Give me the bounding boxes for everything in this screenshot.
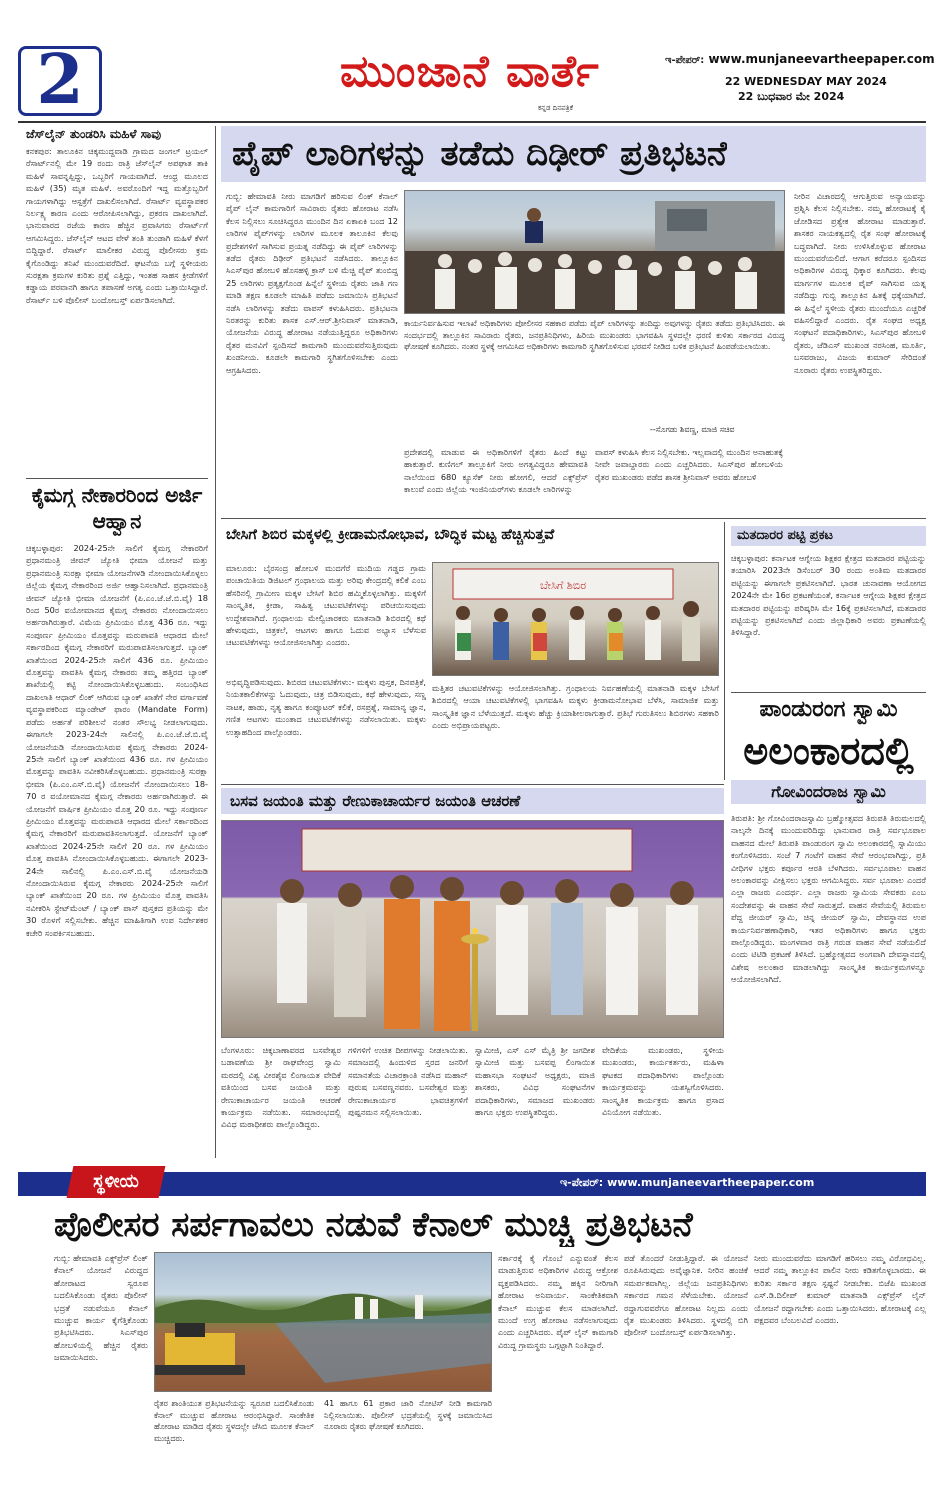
canal-excavator-illustration [155,1253,492,1392]
pandu-headline2: ಅಲಂಕಾರದಲ್ಲಿ [743,729,914,773]
protest-crowd-illustration [405,191,785,314]
basava-col1: ಬೆಂಗಳೂರು: ಚಿಕ್ಕಬಾಣಾವರದ ಬಸವೇಶ್ವರ ಬಡಾವಣೆಯ ಶ್ರೀ ರಾಘವೇಂದ್ರ ಸ್ವಾಮಿ ಮಠದಲ್ಲಿ ವಿಶ್ವ ವೀರಶೈವ ಲಿಂಗಾಯತ ವೇದಿಕೆ ವತಿಯಿಂದ ಬಸವ ಜಯಂತಿ ಮತ್ತು ರೇಣುಕಾಚಾರ್ಯರ ಜಯಂತಿ ಆಚರಣೆ ಕಾರ್ಯಕ್ರಮ ನಡೆಯಿತು. ಸಮಾರಂಭದಲ್ಲಿ ವಿವಿಧ ಮಠಾಧೀಶರು ಪಾಲ್ಗೊಂಡಿದ್ದರು. [221,1045,341,1130]
local-col4: ಸರ್ಕಾರಕ್ಕೆ ಕೈ ಗೊಂಬೆ ಎನ್ನುವಂತೆ ಕೆಲಸ ಮಾಡುತ್ತಿರುವ ಅಧಿಕಾರಿಗಳ ವಿರುದ್ಧ ಆಕ್ರೋಶ ವ್ಯಕ್ತಪಡಿಸಿದರು. ನಮ್ಮ ಹಕ್ಕಿನ ನೀರಿಗಾಗಿ ಹೋರಾಟ ಅನಿವಾರ್ಯ. ಸಾಂಕೇತಿಕವಾಗಿ ಕೆನಾಲ್ ಮುಚ್ಚುವ ಕೆಲಸ ಮಾಡಲಾಗಿದೆ. ಮುಂದೆ ಉಗ್ರ ಹೋರಾಟ ನಡೆಸಲಾಗುವುದು ಎಂದು ಎಚ್ಚರಿಸಿದರು. ಪೈಪ್ ಲೈನ್ ಕಾಮಗಾರಿ ವಿರುದ್ಧ ಗ್ರಾಮಸ್ಥರು ಒಗ್ಗಟ್ಟಾಗಿ ನಿಂತಿದ್ದಾರೆ. [498,1253,618,1350]
pandu-headline1: ಪಾಂಡುರಂಗ ಸ್ವಾಮಿ [759,697,898,722]
main-col2-bottom: ಪ್ರದೇಶದಲ್ಲಿ ಮಾಡುವ ಈ ಅಧಿಕಾರಿಗಳಿಗೆ ರೈತರು ಹಿಂದೆ ಕಟ್ಟು ಹಾಕುತ್ತಾರೆ. ಕುಣಿಗಲ್ ತಾಲ್ಲೂಕಿಗೆ ನೀರು ಅಗತ್ಯವಿದ್ದರೂ ಹೇಮಾವತಿ ನಾಲೆಯಿಂದ 680 ಕ್ಯೂಸೆಕ್ ನೀರು ಹೋಗಲಿ, ಆದರೆ ಎಕ್ಸ್‌ಪ್ರೆಸ್ ಕಾಲುವೆ ಎಂದು ಜಿಲ್ಲೆಯ ಇಂಜಿನಿಯರ್‌ಗಳು ಕೂಡಲೇ ಲಾರಿಗಳನ್ನು [404,447,588,495]
camp-col3: ಮತ್ತಿತರ ಚಟುವಟಿಕೆಗಳನ್ನು ಆಯೋಜಿಸಲಾಗಿತ್ತು. ಗ್ರಂಥಾಲಯ ನಿರ್ವಹಣೆಯಲ್ಲಿ ಮಾತನಾಡಿ ಮಕ್ಕಳ ಬೇಸಿಗೆ ಶಿಬಿರದಲ್ಲಿ ಆಯಾ ಚಟುವಟಿಕೆಗಳಲ್ಲಿ ಭಾಗವಹಿಸಿ ಮಕ್ಕಳು ಕ್ರೀಡಾಮನೋಭಾವ ಬೆಳೆಸಿ, ಸಾಮಾಜಿಕ ಮತ್ತು ಸಾಂಸ್ಕೃತಿಕ ಜ್ಞಾನ ಬೆಳೆಯುತ್ತದೆ. ಮಕ್ಕಳು ಹೆಚ್ಚು ಕ್ರಿಯಾಶೀಲರಾಗುತ್ತಾರೆ. ಪ್ರತಿಭೆ ಗುರುತಿಸಲು ಶಿಬಿರಗಳು ಸಹಕಾರಿ ಎಂದು ಅಭಿಪ್ರಾಯಪಟ್ಟರು. [432,683,719,731]
local-col6: ನೀರು ಮುಂದುವರೆದು ಮಾಗಡಿಗೆ ಹರಿಸಲು ನಮ್ಮ ವಿರೋಧವಿಲ್ಲ. ಆದರೆ ನಮ್ಮ ತಾಲ್ಲೂಕಿನ ಪಾಲಿನ ನೀರು ಕಡಿತಗೊಳ್ಳಬಾರದು. ಈ ಕುರಿತು ಸರ್ಕಾರ ತಕ್ಷಣ ಸ್ಪಷ್ಟನೆ ನೀಡಬೇಕು. ಬಿಜೆಪಿ ಮುಖಂಡ ಎಸ್.ಡಿ.ದಿಲೀಪ್ ಕುಮಾರ್ ಮಾತನಾಡಿ ಎಕ್ಸ್‌ಪ್ರೆಸ್ ಲೈನ್ ಯೋಜನೆ ರದ್ದಾಗಬೇಕು ಎಂದು ಒತ್ತಾಯಿಸಿದರು. ಹೋರಾಟಕ್ಕೆ ಎಲ್ಲ ಪಕ್ಷದವರ ಬೆಂಬಲವಿದೆ ಎಂದರು. [754,1253,926,1326]
epaper-line [665,52,935,66]
main-bottom-rule [221,518,926,519]
epaper-label: ಇ-ಪೇಪರ್: [665,55,705,66]
page-number: 2 [36,40,84,120]
voters-text: ಚಿಕ್ಕಬಳ್ಳಾಪುರ: ಕರ್ನಾಟಕ ಆಗ್ನೇಯ ಶಿಕ್ಷಕರ ಕ್ಷೇತ್ರದ ಮತದಾರರ ಪಟ್ಟಿಯನ್ನು ತಯಾರಿಸಿ 2023ನೇ ಡಿಸೆಂಬರ್ 30 ರಂದು ಅಂತಿಮ ಮತದಾರರ ಪಟ್ಟಿಯನ್ನು ಈಗಾಗಲೇ ಪ್ರಕಟಿಸಲಾಗಿದೆ. ಭಾರತ ಚುನಾವಣಾ ಆಯೋಗದ 2024ನೇ ಮೇ 16ರ ಪ್ರಕಟಣೆಯಂತೆ, ಕರ್ನಾಟಕ ಆಗ್ನೇಯ ಶಿಕ್ಷಕರ ಕ್ಷೇತ್ರದ ಮತದಾರರ ಪಟ್ಟಿಯನ್ನು ಪರಿಷ್ಕರಿಸಿ ಮೇ 16ಕ್ಕೆ ಪ್ರಕಟಿಸಲಾಗಿದೆ, ಮತದಾರರ ಪಟ್ಟಿಯನ್ನು ಪ್ರಕಟಿಸಲಾಗಿದೆ ಎಂದು ಜಿಲ್ಲಾಧಿಕಾರಿ ಅವರು ಪ್ರಕಟಣೆಯಲ್ಲಿ ತಿಳಿಸಿದ್ದಾರೆ. [731,553,926,638]
basava-headline: ಬಸವ ಜಯಂತಿ ಮತ್ತು ರೇಣುಕಾಚಾರ್ಯರ ಜಯಂತಿ ಆಚರಣೆ [230,792,521,810]
basava-col4: ವೇದಿಕೆಯ ಮುಖಂಡರು, ಸ್ಥಳೀಯ ಮುಖಂಡರು, ಕಾರ್ಯಕರ್ತರು, ಮಹಿಳಾ ಘಟಕದ ಪದಾಧಿಕಾರಿಗಳು ಪಾಲ್ಗೊಂಡು ಕಾರ್ಯಕ್ರಮವನ್ನು ಯಶಸ್ವಿಗೊಳಿಸಿದರು. ಸಾಂಸ್ಕೃತಿಕ ಕಾರ್ಯಕ್ರಮ ಹಾಗೂ ಪ್ರಸಾದ ವಿನಿಯೋಗ ನಡೆಯಿತು. [602,1045,724,1118]
camp-col1: ಮಾಲೂರು: ಬೈರಸಂದ್ರ ಹೋಬಳಿ ಮುದಗೆರೆ ಮುದಿಯ ಗಡ್ಡದ ಗ್ರಾಮ ಪಂಚಾಯಿತಿಯ ಡಿಜಿಟಲ್ ಗ್ರಂಥಾಲಯ ಮತ್ತು ಅರಿವು ಕೇಂದ್ರದಲ್ಲಿ ಕಲಿಕೆ ಎಂಬ ಹೆಸರಿನಲ್ಲಿ ಗ್ರಾಮೀಣ ಮಕ್ಕಳ ಬೇಸಿಗೆ ಶಿಬಿರ ಹಮ್ಮಿಕೊಳ್ಳಲಾಗಿತ್ತು. ಮಕ್ಕಳಿಗೆ ಸಾಂಸ್ಕೃತಿಕ, ಕ್ರೀಡಾ, ಸಾಹಿತ್ಯ ಚಟುವಟಿಕೆಗಳನ್ನು ಪರಿಚಯಿಸುವುದು ಉದ್ದೇಶವಾಗಿದೆ. ಗ್ರಂಥಾಲಯ ಮೇಲ್ವಿಚಾರಕರು ಮಾತನಾಡಿ ಶಿಬಿರದಲ್ಲಿ ಕಥೆ ಹೇಳುವುದು, ಚಿತ್ರಕಲೆ, ಆಟಗಳು ಹಾಗೂ ಓದುವ ಅಭ್ಯಾಸ ಬೆಳೆಸುವ ಚಟುವಟಿಕೆಗಳನ್ನು ಆಯೋಜಿಸಲಾಗಿತ್ತು ಎಂದರು. [226,563,426,648]
camp-right-rule [724,522,725,780]
basava-photo [221,820,724,1038]
camp-headline: ಬೇಸಿಗೆ ಶಿಬಿರ ಮಕ್ಕಳಲ್ಲಿ ಕ್ರೀಡಾಮನೋಭಾವ, ಬೌದ್ಧಿಕ ಮಟ್ಟ ಹೆಚ್ಚಿಸುತ್ತವೆ [226,527,555,543]
main-col3-bottom: ವಾಪಸ್ ಕಳುಹಿಸಿ ಕೆಲಸ ನಿಲ್ಲಿಸಬೇಕು. ಇಲ್ಲವಾದಲ್ಲಿ ಮುಂದಿನ ಅನಾಹುತಕ್ಕೆ ನೀವೇ ಜವಾಬ್ದಾರರು ಎಂದು ಎಚ್ಚರಿಸಿದರು. ಸಿಎಸ್‌ಪುರ ಹೋಬಳಿಯ ರೈತರ ಮುಖಂಡರು ಪಡೆದ ಶಾಸಕ ಶ್ರೀನಿವಾಸ್ ಅವರು ಹೋಬಳಿ [595,447,783,482]
masthead-rule [18,121,926,123]
camp-banner-text: ಬೇಸಿಗೆ ಶಿಬಿರ [539,579,587,592]
local-epaper [560,1176,814,1190]
left-story1-text: ಕನಕಪುರ: ತಾಲೂಕಿನ ಚಿಕ್ಕಮುದ್ದವಾಡಿ ಗ್ರಾಮದ ಜಂಗಲ್ ಟ್ರಯಲ್ ರೆಸಾರ್ಟ್‌ನಲ್ಲಿ ಮೇ 19 ರಂದು ರಾತ್ರಿ ಜೆಸ್‌ಲೈನ್ ಅಪಘಾತ ತಾಕಿ ಮಹಿಳೆ ಸಾವನ್ನಪ್ಪಿದ್ದು, ಒಬ್ಬರಿಗೆ ಗಾಯವಾಗಿದೆ. ಆಂಧ್ರ ಮೂಲದ ಮಹಿಳೆ (35) ಮೃತ ಮಹಿಳೆ. ಅವರೊಂದಿಗೆ ಇದ್ದ ಮತ್ತೊಬ್ಬರಿಗೆ ಗಾಯಗಳಾಗಿದ್ದು ಆಸ್ಪತ್ರೆಗೆ ದಾಖಲಿಸಲಾಗಿದೆ. ರೆಸಾರ್ಟ್ ವ್ಯವಸ್ಥಾಪಕರ ನಿರ್ಲಕ್ಷ್ಯ ಕಾರಣ ಎಂದು ಆರೋಪಿಸಲಾಗಿದ್ದು, ಪ್ರಕರಣ ದಾಖಲಾಗಿದೆ. ಭಾನುವಾರದ ರಜೆಯ ಕಾರಣ ಹೆಚ್ಚಿನ ಪ್ರವಾಸಿಗರು ರೆಸಾರ್ಟ್‌ಗೆ ಆಗಮಿಸಿದ್ದರು. ಜೆಸ್‌ಲೈನ್ ಆಟದ ವೇಳೆ ತಂತಿ ತುಂಡಾಗಿ ಮಹಿಳೆ ಕೆಳಗೆ ಬಿದ್ದಿದ್ದಾರೆ. ರೆಸಾರ್ಟ್ ಮಾಲೀಕರ ವಿರುದ್ಧ ಪೊಲೀಸರು ಕ್ರಮ ಕೈಗೊಂಡಿದ್ದು ತನಿಖೆ ಮುಂದುವರೆದಿದೆ. ಘಟನೆಯ ಬಗ್ಗೆ ಸ್ಥಳೀಯರು ಸುರಕ್ಷತಾ ಕ್ರಮಗಳ ಕುರಿತು ಪ್ರಶ್ನೆ ಎತ್ತಿದ್ದು, ಇಂತಹ ಸಾಹಸ ಕ್ರೀಡೆಗಳಿಗೆ ಕಡ್ಡಾಯ ಪರವಾನಗಿ ಹಾಗೂ ತಪಾಸಣೆ ಅಗತ್ಯ ಎಂದು ಒತ್ತಾಯಿಸಿದ್ದಾರೆ. ರೆಸಾರ್ಟ್ ಬಳಿ ಪೊಲೀಸ್ ಬಂದೋಬಸ್ತ್ ಏರ್ಪಡಿಸಲಾಗಿದೆ. [26,146,208,305]
basava-top-rule [221,784,724,785]
camp-photo [432,562,719,676]
local-headline: ಪೊಲೀಸರ ಸರ್ಪಗಾವಲು ನಡುವೆ ಕೆನಾಲ್ ಮುಚ್ಚಿ ಪ್ರತಿಭಟನೆ [54,1205,693,1245]
main-photo-credit: --ಸೊಗಡು ಶಿವಣ್ಣ, ಮಾಜಿ ಸಚಿವ [650,425,735,434]
local-website[interactable]: www.munjaneevartheepaper.com [607,1176,815,1189]
local-canal-photo [154,1252,492,1392]
date-kannada: 22 ಬುಧವಾರ ಮೇ 2024 [738,90,845,103]
main-headline: ಪೈಪ್ ಲಾರಿಗಳನ್ನು ತಡೆದು ದಿಢೀರ್ ಪ್ರತಿಭಟನೆ [232,134,728,174]
local-col5: ಪಡೆ ತೊಂದರೆ ನೀಡುತ್ತಿದ್ದಾರೆ. ಈ ಯೋಜನೆ ರೂಪಿಸಿರುವುದು ಅವೈಜ್ಞಾನಿಕ. ನೀರಿನ ಹಂಚಿಕೆ ಸಮರ್ಪಕವಾಗಿಲ್ಲ. ಜಿಲ್ಲೆಯ ಜನಪ್ರತಿನಿಧಿಗಳು ಸರ್ಕಾರದ ಗಮನ ಸೆಳೆಯಬೇಕು. ಯೋಜನೆ ರದ್ದಾಗುವವರೆಗೂ ಹೋರಾಟ ನಿಲ್ಲದು ಎಂದು ರೈತ ಮುಖಂಡರು ತಿಳಿಸಿದರು. ಸ್ಥಳದಲ್ಲಿ ಬಿಗಿ ಪೊಲೀಸ್ ಬಂದೋಬಸ್ತ್ ಏರ್ಪಡಿಸಲಾಗಿತ್ತು. [624,1253,748,1338]
lamp-lighting-ceremony-illustration [222,821,724,1038]
left-story1-title: ಜೆಸ್‌ಲೈನ್ ತುಂಡರಿಸಿ ಮಹಿಳೆ ಸಾವು [26,127,162,141]
local-label: ಸ್ಥಳೀಯ [93,1171,139,1192]
voters-headline: ಮತದಾರರ ಪಟ್ಟಿ ಪ್ರಕಟ [737,528,834,543]
left-story2-text: ಚಿಕ್ಕಬಳ್ಳಾಪುರ: 2024-25ನೇ ಸಾಲಿಗೆ ಕೈಮಗ್ಗ ನೇಕಾರರಿಗೆ ಪ್ರಧಾನಮಂತ್ರಿ ಜೀವನ್ ಜ್ಯೋತಿ ಭೀಮಾ ಯೋಜನೆ ಮತ್ತು ಪ್ರಧಾನಮಂತ್ರಿ ಸುರಕ್ಷಾ ಭೀಮಾ ಯೋಜನೆಗಳಡಿ ನೋಂದಾಯಿಸಿಕೊಳ್ಳಲು ಜಿಲ್ಲೆಯ ಕೈಮಗ್ಗ ನೇಕಾರರಿಂದ ಅರ್ಜಿ ಆಹ್ವಾನಿಸಲಾಗಿದೆ. ಪ್ರಧಾನಮಂತ್ರಿ ಜೀವನ್ ಜ್ಯೋತಿ ಭೀಮಾ ಯೋಜನೆಗೆ (ಪಿ.ಎಂ.ಜೆ.ಜೆ.ಬಿ.ವೈ) 18 ರಿಂದ 50ರ ವಯೋಮಾನದ ಕೈಮಗ್ಗ ನೇಕಾರರು ನೋಂದಾಯಿಸಲು ಅರ್ಹರಾಗಿರುತ್ತಾರೆ. ವಿಮೆಯ ಪ್ರೀಮಿಯಂ ಮೊತ್ತ 436 ರೂ. ಇದ್ದು ಸಂಪೂರ್ಣ ಪ್ರೀಮಿಯಂ ಮೊತ್ತವನ್ನು ಮರುಪಾವತಿ ಆಧಾರದ ಮೇಲೆ ಸರ್ಕಾರದಿಂದ ಕೈಮಗ್ಗ ನೇಕಾರರಿಗೆ ಮರುಪಾವತಿಸಲಾಗುತ್ತದೆ. ಬ್ಯಾಂಕ್ ಖಾತೆಯಿಂದ 2024-25ನೇ ಸಾಲಿಗೆ 436 ರೂ. ಪ್ರೀಮಿಯಂ ಮೊತ್ತವನ್ನು ಪಾವತಿಸಿ ಕೈಮಗ್ಗ ನೇಕಾರರು ತಮ್ಮ ಹತ್ತಿರದ ಬ್ಯಾಂಕ್ ಶಾಖೆಯಲ್ಲಿ ಕಟ್ಟಿ ನೋಂದಾಯಿಸಿಕೊಳ್ಳಬಹುದು. ಸಂಬಂಧಿಸಿದ ದಾಖಲಾತಿ ಆಧಾರ್ ಲಿಂಕ್ ಆಗಿರುವ ಬ್ಯಾಂಕ್ ಖಾತೆಗೆ ನೇರ ವರ್ಗಾವಣೆ ವ್ಯವಸ್ಥಾಪಕರಿಂದ ಮ್ಯಾಂಡೇಟ್ ಫಾರಂ (Mandate Form) ಪಡೆದು ಅರ್ಹತೆ ಪರಿಶೀಲನೆ ನಂತರ ಸೌಲಭ್ಯ ನೀಡಲಾಗುವುದು. ಈಗಾಗಲೇ 2023-24ನೇ ಸಾಲಿನಲ್ಲಿ ಪಿ.ಎಂ.ಜೆ.ಜೆ.ಬಿ.ವೈ ಯೋಜನೆಯಡಿ ನೋಂದಾಯಿಸಿರುವ ಕೈಮಗ್ಗ ನೇಕಾರರು 2024-25ನೇ ಸಾಲಿಗೆ ಬ್ಯಾಂಕ್ ಖಾತೆಯಿಂದ 436 ರೂ. ಗಳ ಪ್ರೀಮಿಯಂ ಮೊತ್ತವನ್ನು ಪಾವತಿಸಿ ನವೀಕರಿಸಿಕೊಳ್ಳಬಹುದು. ಪ್ರಧಾನಮಂತ್ರಿ ಸುರಕ್ಷಾ ಭೀಮಾ (ಪಿ.ಎಂ.ಎಸ್.ಬಿ.ವೈ) ಯೋಜನೆಗೆ ನೋಂದಾಯಿಸಲು 18-70 ರ ವಯೋಮಾನದ ಕೈಮಗ್ಗ ನೇಕಾರರು ಅರ್ಹರಾಗಿರುತ್ತಾರೆ. ಈ ಯೋಜನೆಗೆ ವಾರ್ಷಿಕ ಪ್ರೀಮಿಯಂ ಮೊತ್ತ 20 ರೂ. ಇದ್ದು ಸಂಪೂರ್ಣ ಪ್ರೀಮಿಯಂ ಮೊತ್ತವನ್ನು ಮರುಪಾವತಿ ಆಧಾರದ ಮೇಲೆ ಸರ್ಕಾರದಿಂದ ಕೈಮಗ್ಗ ನೇಕಾರರಿಗೆ ಮರುಪಾವತಿಸಲಾಗುತ್ತದೆ. ಯೋಜನೆಗೆ ಬ್ಯಾಂಕ್ ಖಾತೆಯಿಂದ 2024-25ನೇ ಸಾಲಿಗೆ 20 ರೂ. ಗಳ ಪ್ರೀಮಿಯಂ ಮೊತ್ತ ಪಾವತಿಸಿ ನೋಂದಾಯಿಸಿಕೊಳ್ಳಬಹುದು. ಈಗಾಗಲೇ 2023-24ನೇ ಸಾಲಿನಲ್ಲಿ ಪಿ.ಎಂ.ಎಸ್.ಬಿ.ವೈ ಯೋಜನೆಯಡಿ ನೋಂದಾಯಿಸಿರುವ ಕೈಮಗ್ಗ ನೇಕಾರರು 2024-25ನೇ ಸಾಲಿಗೆ ಬ್ಯಾಂಕ್ ಖಾತೆಯಿಂದ 20 ರೂ. ಗಳ ಪ್ರೀಮಿಯಂ ಮೊತ್ತ ಪಾವತಿಸಿ ನವೀಕರಿಸಿ ಸ್ಟೇಟ್‌ಮೆಂಟ್ / ಬ್ಯಾಂಕ್ ಪಾಸ್ ಪುಸ್ತಕದ ಪ್ರತಿಯನ್ನು ಮೇ 30 ರೊಳಗೆ ಸಲ್ಲಿಸಬೇಕು. ಹೆಚ್ಚಿನ ಮಾಹಿತಿಗಾಗಿ ಉಪ ನಿರ್ದೇಶಕರ ಕಚೇರಿ ಸಂಪರ್ಕಿಸಬಹುದು. [26,543,208,938]
left-col-rule [215,126,216,1158]
local-epaper-label: ಇ-ಪೇಪರ್: [560,1176,604,1189]
local-col2-caption: ರೈತರ ಶಾಂತಿಯುತ ಪ್ರತಿಭಟನೆಯನ್ನು ಸ್ವರೂಪ ಬದಲಿಸಿಕೊಂಡು ಕೆನಾಲ್ ಮುಚ್ಚುವ ಹೋರಾಟ ಆರಂಭಿಸಿದ್ದಾರೆ. ಸಾಂಕೇತಿಕ ಹೋರಾಟ ಮಾಡಿದ ರೈತರು ಸ್ಥಳದಲ್ಲೇ ಜೆಸಿಬಿ ಮೂಲಕ ಕೆನಾಲ್ ಮುಚ್ಚಿದರು. [154,1399,314,1443]
pandu-top-rule [731,692,926,693]
pandu-headline3: ಗೋವಿಂದರಾಜ ಸ್ವಾಮಿ [771,782,886,801]
pandu-text: ತಿರುಪತಿ: ಶ್ರೀ ಗೋವಿಂದರಾಜಸ್ವಾಮಿ ಬ್ರಹ್ಮೋತ್ಸವದ ತಿರುಪತಿ ತಿರುಮಲದಲ್ಲಿ ನಾಲ್ಕನೇ ದಿನಕ್ಕೆ ಮುಂದುವರಿದಿದ್ದು ಭಾನುವಾರ ರಾತ್ರಿ ಸರ್ವಭೂಪಾಲ ವಾಹನದ ಮೇಲೆ ತಿರುಪತಿ ಪಾಂಡುರಂಗ ಸ್ವಾಮಿ ಅಲಂಕಾರದಲ್ಲಿ ಸ್ವಾಮಿಯು ಕಂಗೊಳಿಸಿದರು. ಸಂಜೆ 7 ಗಂಟೆಗೆ ವಾಹನ ಸೇವೆ ಆರಂಭವಾಗಿದ್ದು, ಪ್ರತಿ ವೀಧಿಗಳ ಭಕ್ತರು ಕರ್ಪೂರ ಆರತಿ ಬೆಳಗಿದರು. ಸರ್ವಭೂಪಾಲ ವಾಹನ ಅಲಂಕಾರವನ್ನು ವೀಕ್ಷಿಸಲು ಭಕ್ತರು ಆಗಮಿಸಿದ್ದರು. ಸರ್ವ ಭೂಪಾಲ ಎಂದರೆ ಎಲ್ಲಾ ರಾಜರು ಎಂದರ್ಥ. ಎಲ್ಲಾ ರಾಜರು ಸ್ವಾಮಿಯ ಸೇವಕರು ಎಂಬ ಸಂದೇಶವನ್ನು ಈ ವಾಹನ ಸೇವೆ ಸಾರುತ್ತದೆ. ವಾಹನ ಸೇವೆಯಲ್ಲಿ ತಿರುಮಲ ಪೆದ್ದ ಜೀಯರ್ ಸ್ವಾಮಿ, ಚಿನ್ನ ಜೀಯರ್ ಸ್ವಾಮಿ, ದೇವಸ್ಥಾನದ ಉಪ ಕಾರ್ಯನಿರ್ವಹಣಾಧಿಕಾರಿ, ಇತರ ಅಧಿಕಾರಿಗಳು ಹಾಗೂ ಭಕ್ತರು ಪಾಲ್ಗೊಂಡಿದ್ದರು. ಮಂಗಳವಾರ ರಾತ್ರಿ ಗರುಡ ವಾಹನ ಸೇವೆ ನಡೆಯಲಿದೆ ಎಂದು ಟಿಟಿಡಿ ಪ್ರಕಟಣೆ ತಿಳಿಸಿದೆ. ಬ್ರಹ್ಮೋತ್ಸವದ ಅಂಗವಾಗಿ ದೇವಸ್ಥಾನದಲ್ಲಿ ವಿಶೇಷ ಅಲಂಕಾರ ಮಾಡಲಾಗಿದ್ದು ಸಾಂಸ್ಕೃತಿಕ ಕಾರ್ಯಕ್ರಮಗಳನ್ನೂ ಆಯೋಜಿಸಲಾಗಿದೆ. [731,813,926,985]
masthead-website[interactable]: www.munjaneevartheepaper.com [708,52,935,66]
left-story2-title: ಕೈಮಗ್ಗ ನೇಕಾರರಿಂದ ಅರ್ಜಿ ಆಹ್ವಾನ [31,483,203,533]
main-col1: ಗುಬ್ಬಿ: ಹೇಮಾವತಿ ನೀರು ಮಾಗಡಿಗೆ ಹರಿಸುವ ಲಿಂಕ್ ಕೆನಾಲ್ ಪೈಪ್ ಲೈನ್ ಕಾಮಗಾರಿಗೆ ಸಾವಿರಾರು ರೈತರು ಹೋರಾಟ ನಡೆಸಿ ಕೆಲಸ ನಿಲ್ಲಿಸಲು ಸೂಚಿಸಿದ್ದರೂ ಮುಂದಿನ ದಿನ ಏಕಾಏಕಿ ಬಂದ 12 ಲಾರಿಗಳ ಪೈಪ್‌ಗಳನ್ನು ಲಾರಿಗಳ ಮೂಲಕ ತಾಲೂಕಿನ ಕೆಲವು ಪ್ರದೇಶಗಳಿಗೆ ಸಾಗಿಸುವ ಪ್ರಯತ್ನ ನಡೆದಿದ್ದು ಈ ಪೈಪ್ ಲಾರಿಗಳನ್ನು ತಡೆದ ರೈತರು ದಿಢೀರ್ ಪ್ರತಿಭಟನೆ ನಡೆಸಿದರು. ತಾಲ್ಲೂಕಿನ ಸಿಎಸ್‌ಪುರ ಹೋಬಳಿ ಹೊಸಹಳ್ಳಿ ಕ್ರಾಸ್ ಬಳಿ ಮೆಚ್ಚಿ ಪೈಪ್ ತುಂಬಿದ್ದ 25 ಲಾರಿಗಳು ಪ್ರತ್ಯಕ್ಷಗೊಂಡ ಹಿನ್ನೆಲೆ ಸ್ಥಳೀಯ ರೈತರು ಜಾತಿ ಗಣ ಮಾಡಿ ತಕ್ಷಣ ಕೂಡಲೇ ಮಾಹಿತಿ ಪಡೆದು ಜಮಾಯಿಸಿ ಪ್ರತಿಭಟನೆ ನಡೆಸಿ ಲಾರಿಗಳನ್ನು ತಡೆದು ವಾಪಸ್ ಕಳುಹಿಸಿದರು. ಪ್ರತಿಭಟನಾ ನಿರತರನ್ನು ಕುರಿತು ಶಾಸಕ ಎಸ್.ಆರ್.ಶ್ರೀನಿವಾಸ್ ಮಾತನಾಡಿ, ಯೋಜನೆಯ ವಿರುದ್ಧ ಹೋರಾಟ ನಡೆಯುತ್ತಿದ್ದರೂ ಅಧಿಕಾರಿಗಳು ರೈತರ ಮನವಿಗೆ ಸ್ಪಂದಿಸದೆ ಕಾಮಗಾರಿ ಮುಂದುವರೆಸುತ್ತಿರುವುದು ಖಂಡನೀಯ. ಕೂಡಲೇ ಕಾಮಗಾರಿ ಸ್ಥಗಿತಗೊಳಿಸಬೇಕು ಎಂದು ಆಗ್ರಹಿಸಿದರು. [226,191,398,375]
main-col4: ನೀರಿನ ವಿಚಾರದಲ್ಲಿ ಆಗುತ್ತಿರುವ ಅನ್ಯಾಯವನ್ನು ಪ್ರಶ್ನಿಸಿ ಕೆಲಸ ನಿಲ್ಲಿಸಬೇಕು. ನಮ್ಮ ಹೋರಾಟಕ್ಕೆ ಕೈ ಜೋಡಿಸದ ಪ್ರತ್ಯೇಕ ಹೋರಾಟ ಮಾಡುತ್ತಾರೆ. ಶಾಸಕರ ನಾಯಕತ್ವದಲ್ಲಿ ರೈತ ಸಂಘ ಹೋರಾಟಕ್ಕೆ ಬದ್ಧವಾಗಿದೆ. ನೀರು ಉಳಿಸಿಕೊಳ್ಳುವ ಹೋರಾಟ ಮುಂದುವರೆಯಲಿದೆ. ಆಗಾಗ ಕರೆದರೂ ಸ್ಪಂದಿಸದ ಅಧಿಕಾರಿಗಳ ವಿರುದ್ಧ ಧಿಕ್ಕಾರ ಕೂಗಿದರು. ಕೆಲವು ಮಾರ್ಗಗಳ ಮೂಲಕ ಪೈಪ್ ಸಾಗಿಸುವ ಯತ್ನ ನಡೆದಿದ್ದು ಗುಬ್ಬಿ ತಾಲ್ಲೂಕಿನ ಹಿತಕ್ಕೆ ಧಕ್ಕೆಯಾಗಿದೆ. ಈ ಹಿನ್ನೆಲೆ ಸ್ಥಳೀಯ ರೈತರು ಮುಂದೆಯೂ ಎಚ್ಚರಿಕೆ ವಹಿಸಲಿದ್ದಾರೆ ಎಂದರು. ರೈತ ಸಂಘದ ಅಧ್ಯಕ್ಷ ಸಂಘಟನೆ ಪದಾಧಿಕಾರಿಗಳು, ಸಿಎಸ್‌ಪುರ ಹೋಬಳಿ ರೈತರು, ಜೆಡಿಎಸ್ ಮುಖಂಡ ನರಸಿಂಹ, ಮೂರ್ತಿ, ಬಸವರಾಜು, ವಿಜಯ ಕುಮಾರ್ ಸೇರಿದಂತೆ ನೂರಾರು ರೈತರು ಉಪಸ್ಥಿತರಿದ್ದರು. [794,191,926,375]
main-protest-photo [404,190,785,314]
local-col3-caption: 41 ಹಾಗೂ 61 ಪ್ರಕಾರ ಜಾರಿ ನೋಟಿಸ್ ನೀಡಿ ಕಾಮಗಾರಿ ನಿಲ್ಲಿಸಲಾಯಿತು. ಪೊಲೀಸ್ ಭದ್ರತೆಯಲ್ಲಿ ಸ್ಥಳಕ್ಕೆ ಜಮಾಯಿಸಿದ ನೂರಾರು ರೈತರು ಘೋಷಣೆ ಕೂಗಿದರು. [324,1399,492,1431]
left-divider [26,478,208,479]
date-english: 22 WEDNESDAY MAY 2024 [725,75,887,88]
basava-col2: ಗಳಿಗಳಿಗೆ ಉಚಿತ ದೀಪಗಳನ್ನು ನೀಡಲಾಯಿತು. ಸಮಾಜದಲ್ಲಿ ಹಿಂದುಳಿದ ಸ್ತರದ ಜನರಿಗೆ ಸಮಾನತೆಯ ವಿಚಾರಕ್ರಾಂತಿ ನಡೆಸಿದ ಮಹಾನ್ ಪುರುಷ ಬಸವಣ್ಣನವರು. ಬಸವೇಶ್ವರ ಮತ್ತು ರೇಣುಕಾಚಾರ್ಯರ ಭಾವಚಿತ್ರಗಳಿಗೆ ಪುಷ್ಪನಮನ ಸಲ್ಲಿಸಲಾಯಿತು. [348,1045,468,1118]
basava-col3: ಸ್ವಾಮೀಜಿ, ಎಸ್ ಎಸ್ ಮೈತ್ರಿ ಶ್ರೀ ಜಗದೀಶ ಸ್ವಾಮೀಜಿ ಮತ್ತು ಬಸವಪ್ಪ ಲಿಂಗಾಯಿತ ಮಹಾಸಭಾ ಸಂಘಟನೆ ಅಧ್ಯಕ್ಷರು, ಮಾಜಿ ಶಾಸಕರು, ವಿವಿಧ ಸಂಘಟನೆಗಳ ಪದಾಧಿಕಾರಿಗಳು, ಸಮಾಜದ ಮುಖಂಡರು ಹಾಗೂ ಭಕ್ತರು ಉಪಸ್ಥಿತರಿದ್ದರು. [475,1045,595,1118]
masthead-tagline: ಕನ್ನಡ ದಿನಪತ್ರಿಕೆ [538,104,574,112]
children-group-illustration [433,563,719,676]
masthead-title: ಮುಂಜಾನೆ ವಾರ್ತೆ [340,46,600,97]
main-photo-caption: ಕಾರ್ಯನಿರ್ವಹಿಸುವ ಇಲಾಖೆ ಅಧಿಕಾರಿಗಳು ಪೋಲೀಸರ ಸಹಕಾರ ಪಡೆದು ಪೈಪ್ ಲಾರಿಗಳನ್ನು ತಂದಿದ್ದು ಅವುಗಳನ್ನು ರೈತರು ತಡೆದು ಪ್ರತಿಭಟಿಸಿದರು. ಈ ಸಂದರ್ಭದಲ್ಲಿ ತಾಲ್ಲೂಕಿನ ಸಾವಿರಾರು ರೈತರು, ಜನಪ್ರತಿನಿಧಿಗಳು, ಹಿರಿಯ ಮುಖಂಡರು ಭಾಗವಹಿಸಿ ಸ್ಥಳದಲ್ಲೇ ಧರಣಿ ಕುಳಿತು ಸರ್ಕಾರದ ವಿರುದ್ಧ ಘೋಷಣೆ ಕೂಗಿದರು. ನಂತರ ಸ್ಥಳಕ್ಕೆ ಆಗಮಿಸಿದ ಅಧಿಕಾರಿಗಳು ಕಾಮಗಾರಿ ಸ್ಥಗಿತಗೊಳಿಸುವ ಭರವಸೆ ನೀಡಿದ ಬಳಿಕ ಪ್ರತಿಭಟನೆ ಹಿಂಪಡೆಯಲಾಯಿತು. [404,319,785,351]
local-col1: ಗುಬ್ಬಿ: ಹೇಮಾವತಿ ಎಕ್ಸ್‌ಪ್ರೆಸ್ ಲಿಂಕ್ ಕೆನಾಲ್ ಯೋಜನೆ ವಿರುದ್ಧದ ಹೋರಾಟದ ಸ್ವರೂಪ ಬದಲಿಸಿಕೊಂಡು ರೈತರು ಪೊಲೀಸ್ ಭದ್ರತೆ ನಡುವೆಯೂ ಕೆನಾಲ್ ಮುಚ್ಚುವ ಕಾರ್ಯ ಕೈಗೆತ್ತಿಕೊಂಡು ಪ್ರತಿಭಟಿಸಿದರು. ಸಿಎಸ್‌ಪುರ ಹೋಬಳಿಯಲ್ಲಿ ಹೆಚ್ಚಿನ ರೈತರು ಜಮಾಯಿಸಿದರು. [54,1253,148,1363]
camp-col2: ಅಭಿವೃದ್ಧಿಪಡಿಸುವುದು. ಶಿಬಿರದ ಚಟುವಟಿಕೆಗಳು:- ಮಕ್ಕಳು ಪುಸ್ತಕ, ದಿನಪತ್ರಿಕೆ, ನಿಯತಕಾಲಿಕೆಗಳನ್ನು ಓದುವುದು, ಚಿತ್ರ ಬಿಡಿಸುವುದು, ಕಥೆ ಹೇಳುವುದು, ಸಣ್ಣ ನಾಟಕ, ಹಾಡು, ನೃತ್ಯ ಹಾಗೂ ಕಂಪ್ಯೂಟರ್ ಕಲಿಕೆ, ರಸಪ್ರಶ್ನೆ, ಸಾಮಾನ್ಯ ಜ್ಞಾನ, ಗಣಿತ ಆಟಗಳು ಮುಂತಾದ ಚಟುವಟಿಕೆಗಳನ್ನು ನಡೆಸಲಾಯಿತು. ಮಕ್ಕಳು ಉತ್ಸಾಹದಿಂದ ಪಾಲ್ಗೊಂಡರು. [226,677,426,737]
